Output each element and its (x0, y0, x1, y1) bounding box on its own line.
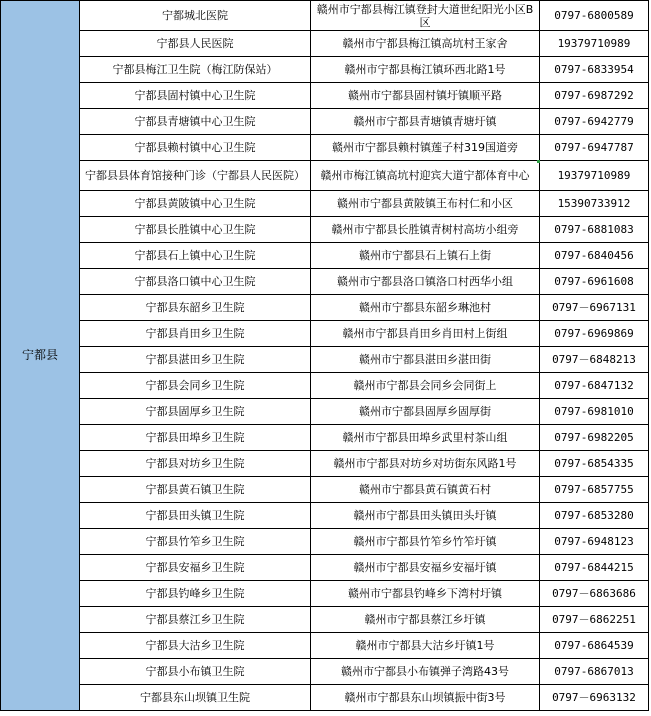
site-address-cell[interactable]: 赣州市宁都县竹笮乡竹笮圩镇 (311, 529, 540, 555)
site-phone-cell[interactable]: 0797-6948123 (540, 529, 649, 555)
site-name-cell[interactable]: 宁都县肖田乡卫生院 (80, 321, 311, 347)
site-name-cell[interactable]: 宁都县田头镇卫生院 (80, 503, 311, 529)
site-phone-cell[interactable]: 19379710989 (540, 31, 649, 57)
site-phone-cell[interactable]: 0797－6967131 (540, 295, 649, 321)
table-row (1, 685, 649, 711)
site-address-cell[interactable]: 赣州市宁都县湛田乡湛田街 (311, 347, 540, 373)
table-row (1, 451, 649, 477)
site-phone-cell[interactable]: 0797-6982205 (540, 425, 649, 451)
table-row (1, 161, 649, 191)
site-name-cell[interactable]: 宁都县蔡江乡卫生院 (80, 607, 311, 633)
site-phone-cell[interactable]: 0797-6867013 (540, 659, 649, 685)
table-row (1, 581, 649, 607)
table-row (1, 191, 649, 217)
site-name-cell[interactable]: 宁都县田埠乡卫生院 (80, 425, 311, 451)
site-name-cell[interactable]: 宁都县竹笮乡卫生院 (80, 529, 311, 555)
site-address-cell[interactable]: 赣州市宁都县小布镇弹子湾路43号 (311, 659, 540, 685)
table-row (1, 477, 649, 503)
site-address-cell[interactable]: 赣州市宁都县大沽乡圩镇1号 (311, 633, 540, 659)
table-row (1, 1, 649, 31)
site-name-cell[interactable]: 宁都县大沽乡卫生院 (80, 633, 311, 659)
site-phone-cell[interactable]: 19379710989 (540, 161, 649, 191)
site-phone-cell[interactable]: 0797－6963132 (540, 685, 649, 711)
site-phone-cell[interactable]: 0797-6969869 (540, 321, 649, 347)
site-name-cell[interactable]: 宁都县湛田乡卫生院 (80, 347, 311, 373)
site-name-cell[interactable]: 宁都县会同乡卫生院 (80, 373, 311, 399)
site-name-cell[interactable]: 宁都县县体育馆接种门诊（宁都县人民医院） (80, 161, 311, 191)
site-address-cell[interactable]: 赣州市宁都县对坊乡对坊街东风路1号 (311, 451, 540, 477)
site-address-cell[interactable]: 赣州市宁都县会同乡会同街上 (311, 373, 540, 399)
table-row (1, 243, 649, 269)
table-row (1, 555, 649, 581)
site-phone-cell[interactable]: 0797-6947787 (540, 135, 649, 161)
site-name-cell[interactable]: 宁都县对坊乡卫生院 (80, 451, 311, 477)
table-row (1, 529, 649, 555)
table-row (1, 321, 649, 347)
site-name-cell[interactable]: 宁都县东山坝镇卫生院 (80, 685, 311, 711)
site-phone-cell[interactable]: 0797-6800589 (540, 1, 649, 31)
site-phone-cell[interactable]: 0797-6942779 (540, 109, 649, 135)
site-address-cell[interactable]: 赣州市宁都县钓峰乡下湾村圩镇 (311, 581, 540, 607)
site-address-cell[interactable]: 赣州市宁都县赖村镇莲子村319国道旁 (311, 135, 540, 161)
site-address-cell[interactable]: 赣州市宁都县青塘镇青塘圩镇 (311, 109, 540, 135)
site-phone-cell[interactable]: 0797-6853280 (540, 503, 649, 529)
site-phone-cell[interactable]: 0797-6981010 (540, 399, 649, 425)
site-address-cell[interactable]: 赣州市宁都县东山坝镇振中街3号 (311, 685, 540, 711)
site-phone-cell[interactable]: 0797-6864539 (540, 633, 649, 659)
site-phone-cell[interactable]: 0797-6857755 (540, 477, 649, 503)
site-address-cell[interactable]: 赣州市宁都县固村镇圩镇顺平路 (311, 83, 540, 109)
table-row (1, 269, 649, 295)
site-name-cell[interactable]: 宁都县洛口镇中心卫生院 (80, 269, 311, 295)
site-phone-cell[interactable]: 0797－6862251 (540, 607, 649, 633)
site-address-cell[interactable]: 赣州市宁都县梅江镇登封大道世纪阳光小区B区 (311, 1, 540, 31)
site-name-cell[interactable]: 宁都县东韶乡卫生院 (80, 295, 311, 321)
table-row (1, 83, 649, 109)
site-phone-cell[interactable]: 0797－6848213 (540, 347, 649, 373)
site-phone-cell[interactable]: 0797-6854335 (540, 451, 649, 477)
county-cell[interactable]: 宁都县 (1, 1, 80, 711)
site-address-cell[interactable]: 赣州市宁都县黄石镇黄石村 (311, 477, 540, 503)
site-address-cell[interactable]: 赣州市宁都县梅江镇环西北路1号 (311, 57, 540, 83)
table-row (1, 399, 649, 425)
site-address-cell[interactable]: 赣州市宁都县洛口镇洛口村西华小组 (311, 269, 540, 295)
table-row (1, 425, 649, 451)
site-name-cell[interactable]: 宁都县长胜镇中心卫生院 (80, 217, 311, 243)
site-address-cell[interactable]: 赣州市宁都县梅江镇高坑村王家舍 (311, 31, 540, 57)
site-address-cell[interactable]: 赣州市宁都县东韶乡琳池村 (311, 295, 540, 321)
site-phone-cell[interactable]: 0797-6847132 (540, 373, 649, 399)
site-address-cell[interactable]: 赣州市宁都县安福乡安福圩镇 (311, 555, 540, 581)
site-phone-cell[interactable]: 0797-6833954 (540, 57, 649, 83)
table-row (1, 347, 649, 373)
site-address-cell[interactable]: 赣州市宁都县田头镇田头圩镇 (311, 503, 540, 529)
site-address-cell[interactable]: 赣州市宁都县田埠乡武里村茶山组 (311, 425, 540, 451)
table-row (1, 373, 649, 399)
site-name-cell[interactable]: 宁都县人民医院 (80, 31, 311, 57)
table-row (1, 217, 649, 243)
site-phone-cell[interactable]: 0797－6863686 (540, 581, 649, 607)
site-name-cell[interactable]: 宁都县黄石镇卫生院 (80, 477, 311, 503)
table-row (1, 109, 649, 135)
site-name-cell[interactable]: 宁都县梅江卫生院（梅江防保站） (80, 57, 311, 83)
site-address-cell[interactable]: 赣州市梅江镇高坑村迎宾大道宁都体育中心 (311, 161, 540, 191)
site-address-cell[interactable]: 赣州市宁都县黄陂镇王布村仁和小区 (311, 191, 540, 217)
table-row (1, 659, 649, 685)
site-address-cell[interactable]: 赣州市宁都县固厚乡固厚街 (311, 399, 540, 425)
site-phone-cell[interactable]: 15390733912 (540, 191, 649, 217)
table-row (1, 607, 649, 633)
table-row (1, 503, 649, 529)
site-address-cell[interactable]: 赣州市宁都县石上镇石上街 (311, 243, 540, 269)
site-name-cell[interactable]: 宁都县固村镇中心卫生院 (80, 83, 311, 109)
site-address-cell[interactable]: 赣州市宁都县长胜镇青树村高坊小组旁 (311, 217, 540, 243)
table-row (1, 295, 649, 321)
site-phone-cell[interactable]: 0797-6844215 (540, 555, 649, 581)
site-phone-cell[interactable]: 0797-6881083 (540, 217, 649, 243)
site-name-cell[interactable]: 宁都县石上镇中心卫生院 (80, 243, 311, 269)
site-phone-cell[interactable]: 0797-6987292 (540, 83, 649, 109)
site-name-cell[interactable]: 宁都县黄陂镇中心卫生院 (80, 191, 311, 217)
site-name-cell[interactable]: 宁都县小布镇卫生院 (80, 659, 311, 685)
site-name-cell[interactable]: 宁都县青塘镇中心卫生院 (80, 109, 311, 135)
site-address-cell[interactable]: 赣州市宁都县蔡江乡圩镇 (311, 607, 540, 633)
site-name-cell[interactable]: 宁都县安福乡卫生院 (80, 555, 311, 581)
site-address-cell[interactable]: 赣州市宁都县肖田乡肖田村上街组 (311, 321, 540, 347)
site-name-cell[interactable]: 宁都县赖村镇中心卫生院 (80, 135, 311, 161)
site-name-cell[interactable]: 宁都县钓峰乡卫生院 (80, 581, 311, 607)
site-phone-cell[interactable]: 0797-6961608 (540, 269, 649, 295)
table-row (1, 633, 649, 659)
site-name-cell[interactable]: 宁都县固厚乡卫生院 (80, 399, 311, 425)
table-row (1, 31, 649, 57)
table-row (1, 57, 649, 83)
site-name-cell[interactable]: 宁都城北医院 (80, 1, 311, 31)
site-phone-cell[interactable]: 0797-6840456 (540, 243, 649, 269)
table-row (1, 135, 649, 161)
cell-comment-marker (537, 160, 540, 163)
